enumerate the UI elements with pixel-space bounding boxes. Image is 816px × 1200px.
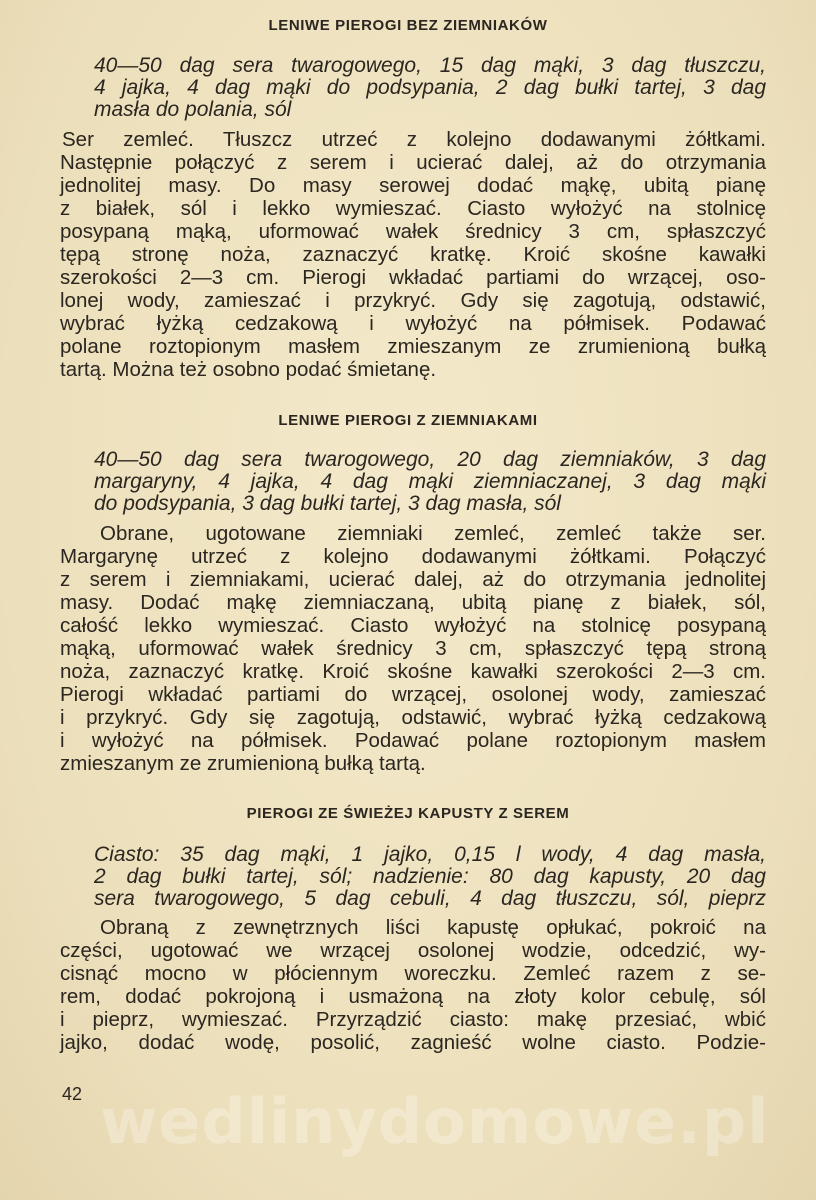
method-line: i przykryć. Gdy się zagotują, odstawić, wybrać łyżką cedzakową — [60, 706, 766, 729]
method-text — [60, 128, 766, 381]
method-line: mąką, uformować wałek średnicy 3 cm, spłaszczyć tępą stroną — [60, 637, 766, 660]
method-line: i wyłożyć na półmisek. Podawać polane roztopionym masłem — [60, 729, 766, 752]
ingredient-line: do podsypania, 3 dag bułki tartej, 3 dag masła, sól — [94, 492, 561, 515]
method-line: Obrane, ugotowane ziemniaki zemleć, zemleć także ser. — [100, 522, 766, 545]
page-number: 42 — [62, 1084, 83, 1104]
ingredient-line: 40—50 dag sera twarogowego, 15 dag mąki, 3 dag tłuszczu, — [94, 54, 766, 77]
method-line: noża, zaznaczyć kratkę. Kroić skośne kawałki szerokości 2—3 cm. — [60, 660, 766, 683]
method-line: wybrać łyżką cedzakową i wyłożyć na półmisek. Podawać — [60, 312, 766, 335]
method-line: Ser zemleć. Tłuszcz utrzeć z kolejno dodawanymi żółtkami. — [62, 128, 766, 151]
ingredient-line: Ciasto: 35 dag mąki, 1 jajko, 0,15 l wody, 4 dag masła, — [94, 843, 766, 866]
recipe-title: LENIWE PIEROGI Z ZIEMNIAKAMI — [278, 412, 538, 429]
method-line: tartą. Można też osobno podać śmietanę. — [60, 358, 437, 381]
method-text — [60, 916, 766, 1054]
ingredient-line: margaryny, 4 jajka, 4 dag mąki ziemniaczanej, 3 dag mąki — [94, 470, 766, 493]
recipe-title: LENIWE PIEROGI BEZ ZIEMNIAKÓW — [268, 17, 548, 34]
ingredient-line: 4 jajka, 4 dag mąki do podsypania, 2 dag bułki tartej, 3 dag — [94, 76, 766, 99]
ingredient-line: masła do polania, sól — [94, 98, 292, 121]
method-line: Margarynę utrzeć z kolejno dodawanymi żółtkami. Połączyć — [60, 545, 766, 568]
method-line: jednolitej masy. Do masy serowej dodać mąkę, ubitą pianę — [60, 174, 766, 197]
ingredient-list — [94, 55, 766, 121]
ingredient-list — [94, 449, 766, 515]
method-line: zmieszanym ze zrumienioną bułką tartą. — [60, 752, 426, 775]
method-line: Następnie połączyć z serem i ucierać dalej, aż do otrzymania — [60, 151, 766, 174]
method-line: Pierogi wkładać partiami do wrzącej, osolonej wody, zamieszać — [60, 683, 766, 706]
ingredient-line: sera twarogowego, 5 dag cebuli, 4 dag tłuszczu, sól, pieprz — [94, 887, 766, 910]
method-line: Obraną z zewnętrznych liści kapustę opłukać, pokroić na — [100, 916, 766, 939]
method-line: masy. Dodać mąkę ziemniaczaną, ubitą pianę z białek, sól, — [60, 591, 766, 614]
method-line: tępą stronę noża, zaznaczyć kratkę. Kroić skośne kawałki — [60, 243, 766, 266]
method-line: jajko, dodać wodę, posolić, zagnieść wolne ciasto. Podzie- — [60, 1031, 766, 1054]
method-line: rem, dodać pokrojoną i usmażoną na złoty kolor cebulę, sól — [60, 985, 766, 1008]
recipe-title: PIEROGI ZE ŚWIEŻEJ KAPUSTY Z SEREM — [246, 805, 570, 822]
method-line: szerokości 2—3 cm. Pierogi wkładać partiami do wrzącej, oso- — [60, 266, 766, 289]
method-line: cisnąć mocno w płóciennym woreczku. Zemleć razem z se- — [60, 962, 766, 985]
ingredient-list — [94, 844, 766, 910]
ingredient-line: 40—50 dag sera twarogowego, 20 dag ziemniaków, 3 dag — [94, 448, 766, 471]
method-line: lonej wody, zamieszać i przykryć. Gdy się zagotują, odstawić, — [60, 289, 766, 312]
method-text — [60, 522, 766, 775]
method-line: polane roztopionym masłem zmieszanym ze zrumienioną bułką — [60, 335, 766, 358]
ingredient-line: 2 dag bułki tartej, sól; nadzienie: 80 dag kapusty, 20 dag — [94, 865, 766, 888]
method-line: całość lekko wymieszać. Ciasto wyłożyć na stolnicę posypaną — [60, 614, 766, 637]
method-line: z białek, sól i lekko wymieszać. Ciasto wyłożyć na stolnicę — [60, 197, 766, 220]
method-line: z serem i ziemniakami, ucierać dalej, aż do otrzymania jednolitej — [60, 568, 766, 591]
method-line: i pieprz, wymieszać. Przyrządzić ciasto: makę przesiać, wbić — [60, 1008, 766, 1031]
watermark: wedlinydomowe.pl — [100, 1085, 770, 1158]
method-line: części, ugotować we wrzącej osolonej wodzie, odcedzić, wy- — [60, 939, 766, 962]
method-line: posypaną mąką, uformować wałek średnicy 3 cm, spłaszczyć — [60, 220, 766, 243]
